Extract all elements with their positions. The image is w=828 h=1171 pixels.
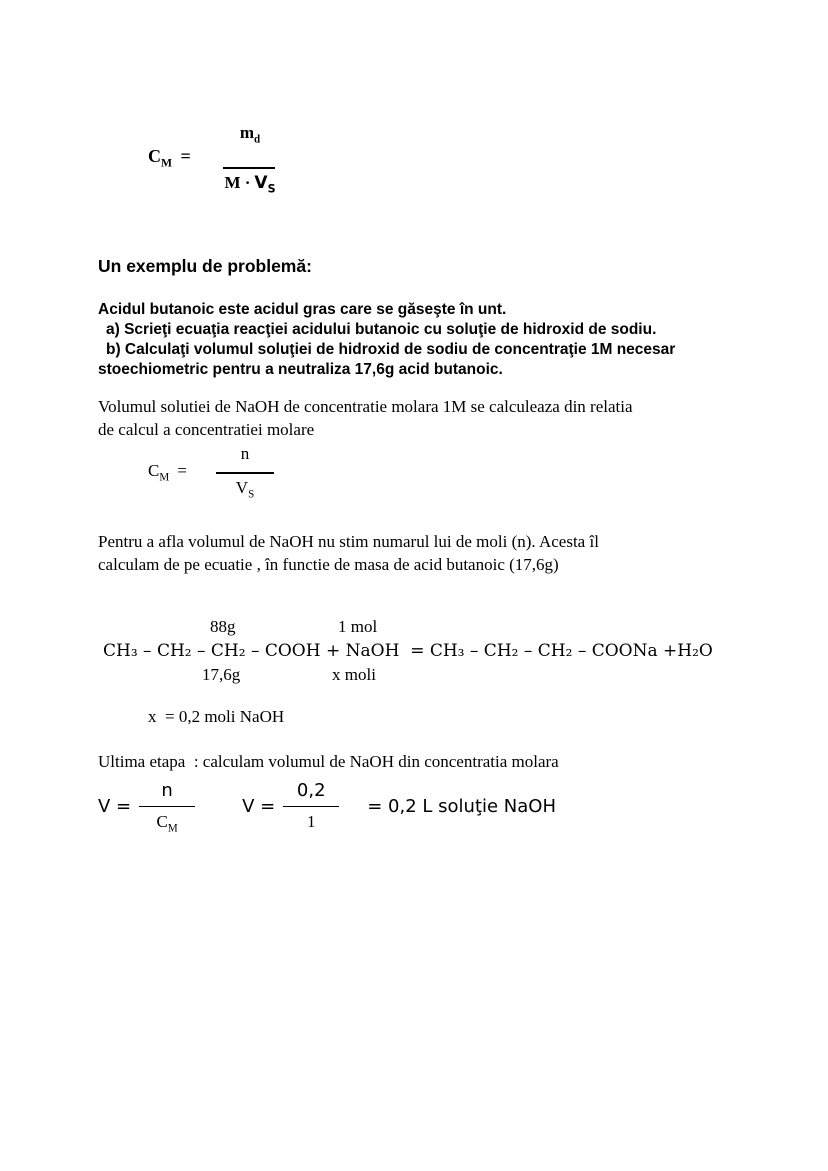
- problem-line-4: stoechiometric pentru a neutraliza 17,6g acid butanoic.: [98, 361, 503, 378]
- formula-mass-symbol-sub: M: [161, 156, 173, 170]
- formula-mass-denominator: $M \cdot V_S$: [224, 173, 276, 196]
- paragraph-volum: Volumul solutiei de NaOH de concentratie molara 1M se calculeaza din relatia de calcul a concentratiei molare: [98, 397, 633, 439]
- fraction-bar: [139, 806, 195, 808]
- paragraph-pentru: Pentru a afla volumul de NaOH nu stim numarul lui de moli (n). Acesta îl calculam de pe ecuatie , în functie de masa de acid butanoic (17,6g): [98, 532, 599, 574]
- fraction-denominator: 1: [307, 812, 316, 832]
- fraction-bar: [223, 167, 275, 169]
- final-result: = 0,2 L soluţie NaOH: [367, 795, 557, 817]
- x-moles-label: x moli: [332, 665, 376, 684]
- v-equals-2: V =: [242, 795, 276, 817]
- equals-sign: =: [177, 461, 188, 480]
- fraction-bar: [216, 472, 274, 474]
- problem-line-2: a) Scrieţi ecuaţia reacţiei acidului butanoic cu soluţie de hidroxid de sodiu.: [106, 321, 657, 338]
- example-heading: Un exemplu de problemă:: [98, 256, 312, 276]
- formula-moles-symbol: C: [148, 461, 160, 480]
- problem-line-3: b) Calculaţi volumul soluţiei de hidroxid de sodiu de concentraţie 1M necesar: [106, 341, 676, 358]
- formula-mass-symbol: C: [148, 146, 161, 166]
- x-result: x = 0,2 moli NaOH: [148, 707, 285, 726]
- fraction-bar: [283, 806, 339, 808]
- fraction-02-over-1: [283, 780, 339, 833]
- formula-moles-lhs: $C_M$ =: [148, 461, 188, 484]
- problem-line-1: Acidul butanoic este acidul gras care se găseşte în unt.: [98, 301, 507, 318]
- given-mass-label: 17,6g: [202, 665, 241, 684]
- reaction-equation: CH₃ – CH₂ – CH₂ – COOH + NaOH = CH₃ – CH₂ – CH₂ – COONa +H₂O: [103, 641, 713, 661]
- mass-per-mol-label: 88g: [210, 617, 236, 636]
- fraction-numerator: 0,2: [296, 779, 326, 801]
- formula-mass-numerator: $m_d$: [239, 123, 261, 146]
- fraction-n-over-cm: [139, 780, 195, 833]
- v-equals-1: V =: [98, 795, 132, 817]
- paragraph-ultima: Ultima etapa : calculam volumul de NaOH din concentratia molara: [98, 752, 559, 771]
- formula-moles-denominator: $V_S$: [235, 478, 255, 501]
- formula-moles-numerator: n: [240, 444, 250, 463]
- problem-statement: [98, 300, 758, 380]
- final-calculation: [98, 770, 556, 842]
- formula-mass-fraction: [205, 123, 295, 195]
- fraction-denominator: $C_M$: [156, 812, 178, 835]
- one-mol-label: 1 mol: [338, 617, 378, 636]
- formula-mass-lhs: [148, 146, 191, 170]
- reaction-equation-block: [0, 617, 828, 689]
- equals-sign: =: [180, 146, 191, 166]
- fraction-numerator: n: [161, 779, 173, 801]
- formula-moles-fraction: [200, 444, 290, 502]
